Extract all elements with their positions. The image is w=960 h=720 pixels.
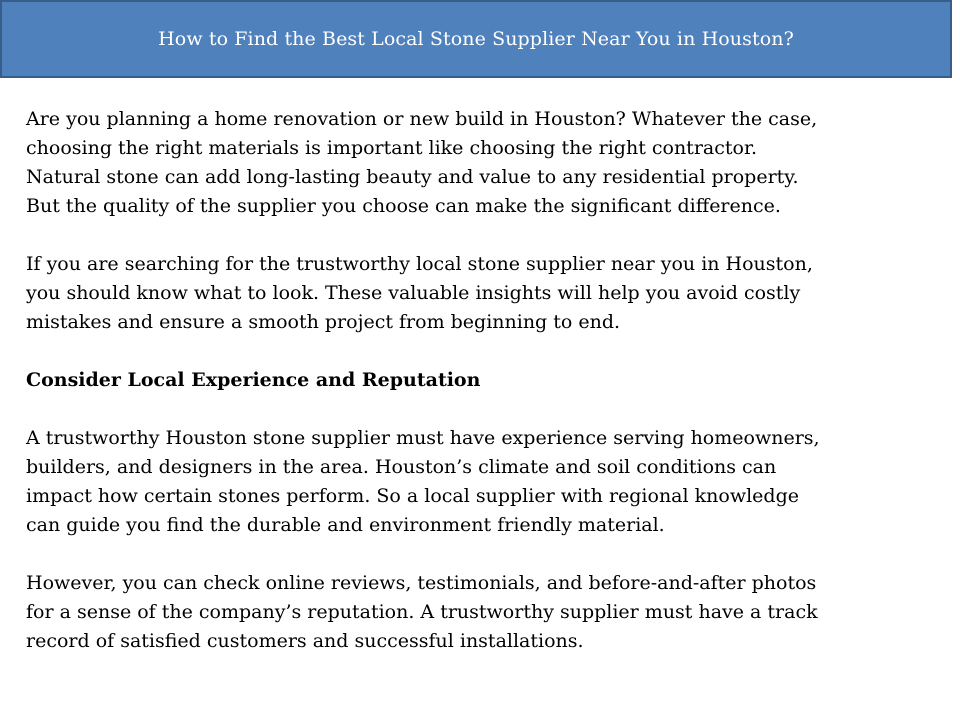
intro-paragraph: Are you planning a home renovation or new build in Houston? Whatever the case, choosing the right materials is important like choosing the right contractor. Natural stone can add long-lasting beauty and value to any residential property. But the quality of the supplier you choose can make the significant difference. (26, 108, 818, 217)
section-heading: Consider Local Experience and Reputation (26, 369, 481, 391)
experience-paragraph: A trustworthy Houston stone supplier must have experience serving homeowners, builders, and designers in the area. Houston’s climate and soil conditions can impact how certain stones perform. So a local supplier with regional knowledge can guide you find the durable and environment friendly material. (26, 427, 820, 536)
body-content (26, 105, 926, 685)
page-title: How to Find the Best Local Stone Supplier Near You in Houston? (158, 28, 794, 50)
reputation-paragraph: However, you can check online reviews, testimonials, and before-and-after photos for a sense of the company’s reputation. A trustworthy supplier must have a track record of satisfied customers and successful installations. (26, 572, 818, 652)
search-paragraph: If you are searching for the trustworthy local stone supplier near you in Houston, you should know what to look. These valuable insights will help you avoid costly mistakes and ensure a smooth project from beginning to end. (26, 253, 813, 333)
title-banner (0, 0, 952, 78)
